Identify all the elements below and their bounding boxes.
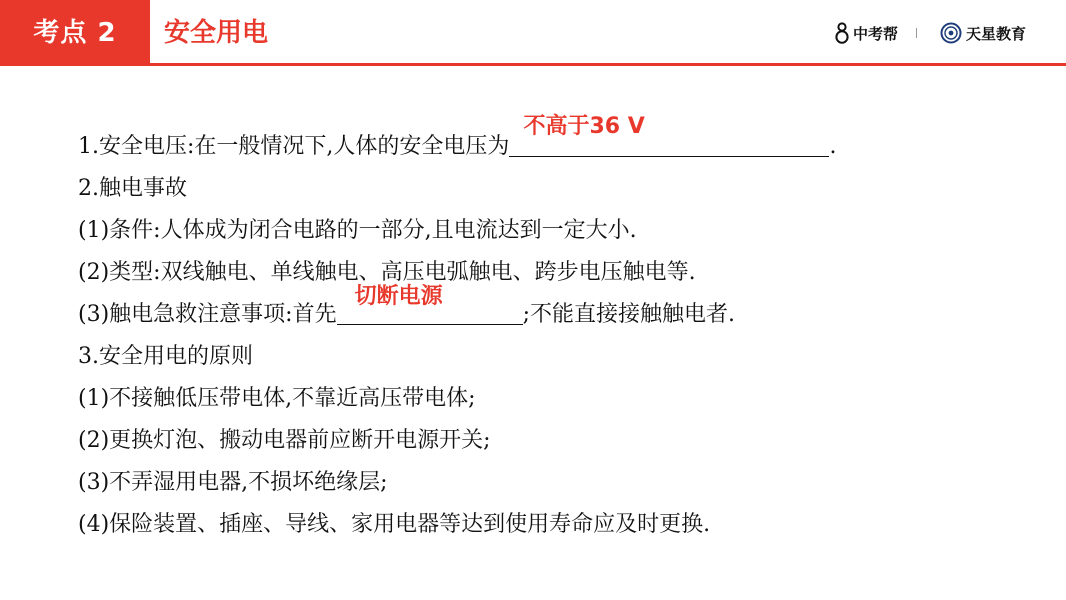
- item-heading: 安全用电的原则: [99, 344, 254, 369]
- item-heading: 触电事故: [99, 176, 188, 201]
- line-principle-3: (3)不弄湿用电器,不损坏绝缘层;: [78, 470, 388, 495]
- brand-zhongkaobang: [835, 18, 898, 48]
- item-text: (3)触电急救注意事项:首先: [78, 302, 337, 327]
- star-emblem-icon: [940, 22, 962, 44]
- item-number: 3.: [78, 344, 99, 369]
- line-condition: (1)条件:人体成为闭合电路的一部分,且电流达到一定大小.: [78, 218, 637, 243]
- line-first-aid: [78, 284, 1038, 336]
- gourd-logo-icon: [835, 22, 849, 44]
- answer-blank: [337, 284, 523, 325]
- answer-text: 不高于36 V: [523, 114, 645, 139]
- item-text: .: [829, 134, 837, 159]
- brand-right-label: 天星教育: [966, 24, 1027, 43]
- line-principles-heading: [78, 336, 1038, 378]
- line-principle-4: (4)保险装置、插座、导线、家用电器等达到使用寿命应及时更换.: [78, 512, 711, 537]
- content-area: [78, 114, 1038, 546]
- answer-blank: [509, 114, 829, 157]
- section-tag: 考点 2: [0, 0, 150, 66]
- item-heading: 安全电压: [99, 134, 188, 159]
- line-principle-2: (2)更换灯泡、搬动电器前应断开电源开关;: [78, 428, 491, 453]
- section-title: 安全用电: [164, 18, 269, 48]
- line-principle-1: (1)不接触低压带电体,不靠近高压带电体;: [78, 386, 476, 411]
- line-safe-voltage: [78, 114, 1038, 168]
- item-number: 2.: [78, 176, 99, 201]
- answer-text: 切断电源: [354, 284, 443, 309]
- line-accident-heading: [78, 168, 1038, 210]
- brand-tianxing: [940, 18, 1026, 48]
- item-text: ;不能直接接触触电者.: [522, 302, 735, 327]
- line-types: (2)类型:双线触电、单线触电、高压电弧触电、跨步电压触电等.: [78, 260, 696, 285]
- brand-left-label: 中考帮: [853, 24, 899, 43]
- brand-divider: [916, 28, 917, 38]
- header-bar: [0, 0, 1066, 66]
- item-number: 1.: [78, 134, 99, 159]
- item-text: :在一般情况下,人体的安全电压为: [187, 134, 510, 159]
